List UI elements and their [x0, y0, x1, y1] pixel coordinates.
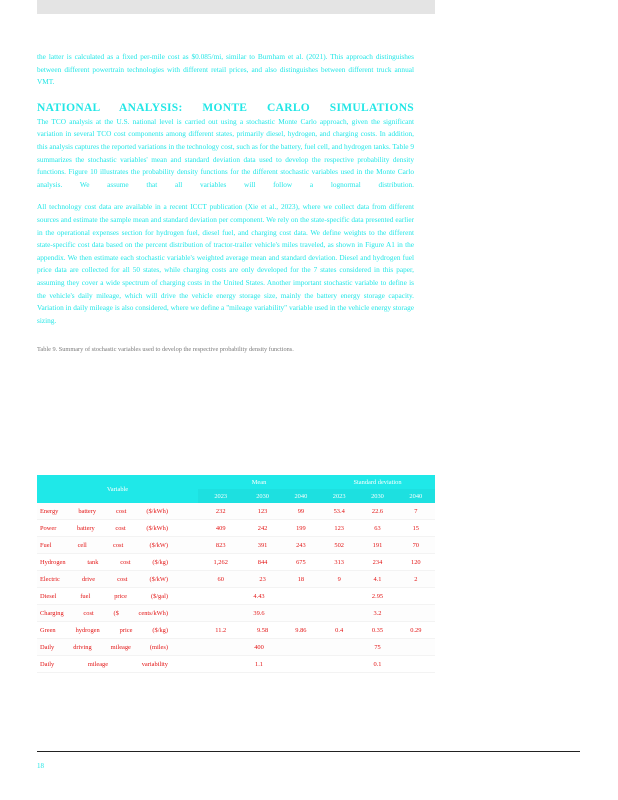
- sd-header: Standard deviation: [320, 475, 435, 489]
- mean-cell: 242: [243, 520, 281, 537]
- stochastic-variables-table: [37, 475, 435, 673]
- mean-cell: 123: [243, 503, 281, 520]
- mean-cell: 675: [282, 554, 320, 571]
- mean-cell: 1.1: [198, 656, 320, 673]
- sd-cell: 120: [397, 554, 435, 571]
- row-label: Green hydrogen price ($/kg): [37, 622, 198, 639]
- sd-cell: 0.1: [320, 656, 435, 673]
- section-heading: NATIONAL ANALYSIS: MONTE CARLO SIMULATIONS: [37, 101, 414, 114]
- year-header: 2023: [198, 489, 243, 503]
- sd-cell: 3.2: [320, 605, 435, 622]
- sd-cell: 7: [397, 503, 435, 520]
- table-row: [37, 571, 435, 588]
- sd-cell: 4.1: [358, 571, 396, 588]
- mean-cell: 232: [198, 503, 243, 520]
- table-row: [37, 537, 435, 554]
- row-label: Daily driving mileage (miles): [37, 639, 198, 656]
- year-header: 2040: [397, 489, 435, 503]
- year-header: 2023: [320, 489, 358, 503]
- row-label: Power battery cost ($/kWh): [37, 520, 198, 537]
- mean-cell: 23: [243, 571, 281, 588]
- row-label: Energy battery cost ($/kWh): [37, 503, 198, 520]
- mean-cell: 1,262: [198, 554, 243, 571]
- header-bar: [37, 0, 435, 14]
- table-row: [37, 503, 435, 520]
- mean-cell: 11.2: [198, 622, 243, 639]
- mean-cell: 400: [198, 639, 320, 656]
- table-row: [37, 554, 435, 571]
- mean-cell: 391: [243, 537, 281, 554]
- document-body: [37, 51, 414, 366]
- sd-cell: 22.6: [358, 503, 396, 520]
- sd-cell: 15: [397, 520, 435, 537]
- year-header: 2040: [282, 489, 320, 503]
- sd-cell: 234: [358, 554, 396, 571]
- paragraph-intro: the latter is calculated as a fixed per-mile cost as $0.085/mi, similar to Burnham et al. (2021). This approach distinguishes between different powertrain technologies with different retail prices, and also distinguishes between different truck annual VMT.: [37, 52, 414, 87]
- row-label: Hydrogen tank cost ($/kg): [37, 554, 198, 571]
- sd-cell: 313: [320, 554, 358, 571]
- sd-cell: 0.29: [397, 622, 435, 639]
- row-label: Electric drive cost ($/kW): [37, 571, 198, 588]
- sd-cell: 0.4: [320, 622, 358, 639]
- mean-cell: 39.6: [198, 605, 320, 622]
- paragraph-technology-cost: All technology cost data are available in a recent ICCT publication (Xie et al., 2023), where we collect data from different sources and estimate the sample mean and standard deviation per component. We rely on the state-specific data presented earlier in the operational expenses section for hydrogen fuel, diesel fuel, and charging cost data. We define weights to the different state-specific cost data based on the percent distribution of tractor-trailer vehicle's miles traveled, as shown in Figure A1 in the appendix. We then estimate each stochastic variable's weighted average mean and standard deviation. Diesel and hydrogen fuel price data are collected for all 50 states, while charging costs are only developed for the 7 states considered in this paper, assuming they cover a wide spectrum of charging costs in the United States. Another important stochastic variable to define is the vehicle's daily mileage, which will drive the vehicle energy storage size, mainly the battery energy storage capacity. Variation in daily mileage is also considered, where we define a "mileage variability" variable used in the vehicle energy storage sizing.: [37, 202, 414, 325]
- mean-cell: 60: [198, 571, 243, 588]
- year-header: 2030: [358, 489, 396, 503]
- row-label: Daily mileage variability: [37, 656, 198, 673]
- mean-cell: 18: [282, 571, 320, 588]
- sd-cell: 9: [320, 571, 358, 588]
- mean-cell: 9.58: [243, 622, 281, 639]
- table-row: [37, 622, 435, 639]
- mean-cell: 243: [282, 537, 320, 554]
- footer-rule: [37, 751, 580, 752]
- variable-header: Variable: [37, 475, 198, 503]
- sd-cell: 0.35: [358, 622, 396, 639]
- table-caption: Table 9. Summary of stochastic variables used to develop the respective probability density functions.: [37, 346, 294, 354]
- row-label: Diesel fuel price ($/gal): [37, 588, 198, 605]
- sd-cell: 70: [397, 537, 435, 554]
- paragraph-monte-carlo: The TCO analysis at the U.S. national level is carried out using a stochastic Monte Carlo approach, given the significant variation in several TCO cost components among different states, primarily diesel, hydrogen, and charging costs. In addition, this analysis captures the reported variations in the technology cost, such as for the battery, fuel cell, and hydrogen tanks. Table 9 summarizes the stochastic variables' mean and standard deviation data used to develop the respective probability density functions. Figure 10 illustrates the probability density functions for the different stochastic variables used in the Monte Carlo analysis. We assume that all variables will follow a lognormal distribution.: [37, 116, 414, 189]
- sd-cell: 2.95: [320, 588, 435, 605]
- sd-cell: 2: [397, 571, 435, 588]
- row-label: Charging cost ($ cents/kWh): [37, 605, 198, 622]
- mean-header: Mean: [198, 475, 320, 489]
- year-header: 2030: [243, 489, 281, 503]
- table-row: [37, 520, 435, 537]
- sd-cell: 191: [358, 537, 396, 554]
- mean-cell: 409: [198, 520, 243, 537]
- sd-cell: 53.4: [320, 503, 358, 520]
- mean-cell: 9.86: [282, 622, 320, 639]
- sd-cell: 63: [358, 520, 396, 537]
- sd-cell: 75: [320, 639, 435, 656]
- sd-cell: 502: [320, 537, 358, 554]
- table-row: [37, 639, 435, 656]
- mean-cell: 844: [243, 554, 281, 571]
- mean-cell: 99: [282, 503, 320, 520]
- table-row: [37, 656, 435, 673]
- row-label: Fuel cell cost ($/kW): [37, 537, 198, 554]
- sd-cell: 123: [320, 520, 358, 537]
- table-row: [37, 588, 435, 605]
- mean-cell: 4.43: [198, 588, 320, 605]
- mean-cell: 199: [282, 520, 320, 537]
- mean-cell: 823: [198, 537, 243, 554]
- page-number: 18: [37, 762, 44, 770]
- table-row: [37, 605, 435, 622]
